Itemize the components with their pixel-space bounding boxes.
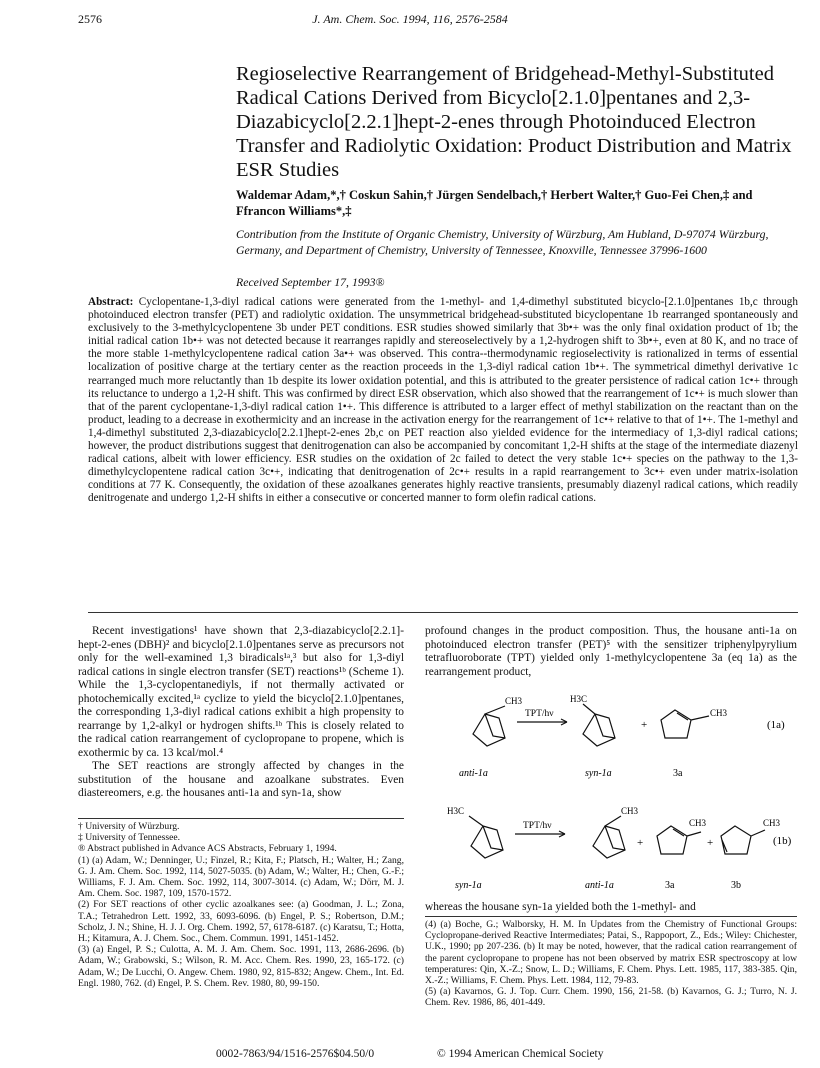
- article-code: 0002-7863/94/1516-2576$04.50/0: [216, 1048, 375, 1060]
- substituent-label: CH3: [710, 708, 728, 718]
- body-paragraph: Recent investigations¹ have shown that 2,3-diazabicyclo[2.2.1]-hept-2-enes (DBH)² and bicyclo[2.1.0]pentanes serve as precursors not only for the well-examined 1,3 biradicals¹ᵃ,³ but also for 1,3-diyl radical cations in single electron transfer (SET) reactions¹ᵇ (Scheme 1). While the 1,3-cyclopentanediyls, if not thermally activated or photochemically excited,¹ᵃ cyclize to yield the bicyclo[2.1.0]pentanes, the corresponding 1,3-diyl radical cations exhibit a high propensity to rearrange by 1,2-alkyl or hydrogen shifts.¹ᵇ This is closely related to the radical cation rearrangement of cyclopropane to propene, which is exothermic by ca. 13 kcal/mol.⁴: [78, 625, 404, 759]
- cyclopentene-structure: [721, 826, 765, 854]
- plus-sign: +: [641, 719, 648, 731]
- footnote: † University of Würzburg.: [78, 821, 180, 832]
- compound-label: syn-1a: [455, 880, 482, 891]
- received-date: Received September 17, 1993®: [236, 275, 385, 289]
- equation-number: (1b): [773, 835, 792, 847]
- article-title: Regioselective Rearrangement of Bridgehead-Methyl-Substituted Radical Cations Derived from Bicyclo[2.1.0]pentanes and 2,3-Diazabicyclo[2.2.1]hept-2-enes through Photoinduced Electron Transfer and Radiolytic Oxidation: Product Distribution and Matrix ESR Studies: [236, 63, 792, 181]
- compound-label: 3a: [665, 880, 675, 891]
- reagent-label: TPT/hν: [525, 709, 554, 719]
- cyclopentene-structure: [661, 710, 709, 738]
- footnotes-right: [425, 916, 797, 1009]
- footnote: ‡ University of Tennessee.: [78, 832, 180, 844]
- author-list: Waldemar Adam,*,† Coskun Sahin,† Jürgen Sendelbach,† Herbert Walter,† Guo-Fei Chen,‡ and Ffrancon Williams*,‡: [236, 188, 753, 218]
- compound-label: syn-1a: [585, 768, 612, 779]
- abstract: [88, 296, 798, 506]
- housane-structure: [469, 816, 503, 858]
- equation-number: (1a): [767, 719, 785, 731]
- compound-label: anti-1a: [585, 880, 614, 891]
- footnote: ® Abstract published in Advance ACS Abstracts, February 1, 1994.: [78, 843, 337, 855]
- housane-structure: [583, 704, 615, 746]
- footnote: (3) (a) Engel, P. S.; Culotta, A. M. J. Am. Chem. Soc. 1991, 113, 2686-2696. (b) Adam, W.; Grabowski, S.; Wilson, R. M. Acc. Chem. Res. 1990, 23, 165-172. (c) Adam, W.; De Lucchi, O. Angew. Chem. 1980, 92, 815-832; Angew. Chem., Int. Ed. Engl. 1980, 762. (d) Engel, P. S. Chem. Rev. 1980, 80, 99-150.: [78, 944, 404, 989]
- scheme-eq-1a: [425, 676, 797, 788]
- footnotes-left: [78, 818, 404, 989]
- page-number: 2576: [78, 12, 102, 26]
- abstract-divider: [88, 612, 798, 613]
- body-paragraph: The SET reactions are strongly affected by changes in the substitution of the housane and azoalkane substrates. Even diastereomers, e.g. the housanes anti-1a and syn-1a, show: [78, 760, 404, 799]
- abstract-label: Abstract:: [88, 296, 134, 308]
- reagent-label: TPT/hν: [523, 821, 552, 831]
- plus-sign: +: [637, 837, 644, 849]
- footnote: (2) For SET reactions of other cyclic azoalkanes see: (a) Goodman, J. L.; Zona, T.A.; Tetrahedron Lett. 1992, 33, 6093-6096. (b) Engel, P. S.; Robertson, D.M.; Scholz, J. N.; Shine, H. J. J. Org. Chem. 1992, 57, 6178-6187. (c) Karatsu, T.; Hotta, H.; Kitamura, A. J. Chem. Soc., Chem. Commun. 1991, 1451-1452.: [78, 899, 404, 945]
- compound-label: 3b: [731, 880, 741, 891]
- footnote: (4) (a) Boche, G.; Walborsky, H. M. In Updates from the Chemistry of Functional Groups: Cyclopropane-derived Reactive Intermediates; Patai, S., Rappoport, Z., Eds.; Wiley: Chichester, U.K., 1990; pp 207-236. (b) It may be noted, however, that the radical cation rearrangement of the parent cyclopropane to propene has not been observed by matrix ESR spectroscopy at low temperatures: Qin, X.-Z.; Snow, L. D.; Williams, F. Chem. Phys. Lett. 1985, 117, 383-385. Qin, X.-Z.; Williams, F. Chem. Phys. Lett. 1984, 112, 79-83.: [425, 919, 797, 987]
- footnote: (5) (a) Kavarnos, G. J. Top. Curr. Chem. 1990, 156, 21-58. (b) Kavarnos, G. J.; Turro, N. J. Chem. Rev. 1986, 86, 401-449.: [425, 986, 797, 1009]
- compound-label: anti-1a: [459, 768, 488, 779]
- cyclopentene-structure: [657, 826, 701, 854]
- journal-citation: J. Am. Chem. Soc. 1994, 116, 2576-2584: [312, 12, 508, 26]
- substituent-label: CH3: [763, 818, 781, 828]
- footnote: (1) (a) Adam, W.; Denninger, U.; Finzel, R.; Kita, F.; Platsch, H.; Walter, H.; Zang, G. J. Am. Chem. Soc. 1992, 114, 5027-5035. (b) Adam, W.; Walter, H.; Chen, G.-F.; Williams, F. J. Am. Chem. Soc. 1992, 114, 3007-3014. (c) Adam, W.; Dörr, M. J. Am. Chem. Soc. 1987, 109, 1570-1572.: [78, 854, 404, 900]
- abstract-text: Cyclopentane-1,3-diyl radical cations were generated from the 1-methyl- and 1,4-dimethyl substituted bicyclo-[2.1.0]pentanes 1b,c through photoinduced electron transfer (PET) and radiolytic oxidation. The unsymmetrical bridgehead-substituted bicyclopentane 1b rearranged spontaneously and exclusively to the 3-methylcyclopentene 3b under PET conditions. ESR studies showed similarly that 3b•+ was the only final oxidation product of 1b; the initial radical cation 1b•+ was not detected because it rearranges rapidly and stereoselectively by a 1,2-hydrogen shift to 3b•+, even at 80 K, and no trace of the more stable 1-methylcyclopentene radical cation 3a•+ was observed. This contra--thermodynamic regioselectivity is rationalized in terms of essential localization of positive charge at the tertiary center as the reaction proceeds in the 1,3-diyl radical cation 1b•+. The symmetrical dimethyl derivative 1c rearranged much more reluctantly than 1b despite its lower oxidation potential, and this is attributed to the greater persistence of radical cation 1c•+ through its reluctance to undergo a 1,2-H shift. This was confirmed by direct ESR observation, which also showed that the rearrangement of 1c•+ is much slower than that of the parent cyclopentane-1,3-diyl radical cation 1•+. This difference is attributed to a larger effect of methyl stabilization on the reactant than on the product, leading to a decrease in exothermicity and an increase in the activation energy for the rearrangement of 1c•+ relative to that of 1•+. The 1-methyl and 1,4-dimethyl substituted 2,3-diazabicyclo[2.2.1]hept-2-enes 2b,c on PET reaction also yielded evidence for the intermediacy of 1,3-diyl radical cations; however, the product distributions suggest that denitrogenation can also be accompanied by concomitant 1,2-H shifts at the stage of the intermediate diazenyl radical cations, albeit with lower efficiency. ESR studies on the oxidation of 2c failed to detect the very stable 1c•+ species on the pathway to the 1,3-dimethylcyclopentene radical cation 3c•+, indicating that denitrogenation of 2c•+ results in a rapid rearrangement to 3c•+ even under matrix-isolation conditions at 77 K. Consequently, the oxidation of these azoalkanes generates highly reactive transients, presumably diazenyl radical cations, which readily denitrogenate and undergo 1,2-H shifts in either a consecutive or concerted manner to form olefin radical cations.: [88, 296, 798, 505]
- body-right-continuation: whereas the housane syn-1a yielded both the 1-methyl- and: [425, 901, 696, 913]
- copyright: © 1994 American Chemical Society: [437, 1048, 604, 1060]
- plus-sign: +: [707, 837, 714, 849]
- substituent-label: H3C: [570, 694, 588, 704]
- body-left-column: [78, 625, 404, 801]
- body-right-column: profound changes in the product composition. Thus, the housane anti-1a on photoinduced electron transfer (PET)⁵ with the sensitizer triphenylpyrylium tetrafluoroborate (TPT) yielded only 1-methylcyclopentene 3a (eq 1a) as the rearrangement product,: [425, 625, 797, 678]
- substituent-label: CH3: [621, 806, 639, 816]
- housane-structure: [593, 816, 625, 858]
- substituent-label: CH3: [689, 818, 707, 828]
- substituent-label: CH3: [505, 696, 523, 706]
- affiliation: Contribution from the Institute of Organic Chemistry, University of Würzburg, Am Hubland, D-97074 Würzburg, Germany, and Department of Chemistry, University of Tennessee, Knoxville, Tennessee 37996-1600: [236, 227, 769, 257]
- housane-structure: [473, 706, 505, 746]
- compound-label: 3a: [673, 768, 683, 779]
- scheme-eq-1b: [425, 796, 797, 901]
- substituent-label: H3C: [447, 806, 465, 816]
